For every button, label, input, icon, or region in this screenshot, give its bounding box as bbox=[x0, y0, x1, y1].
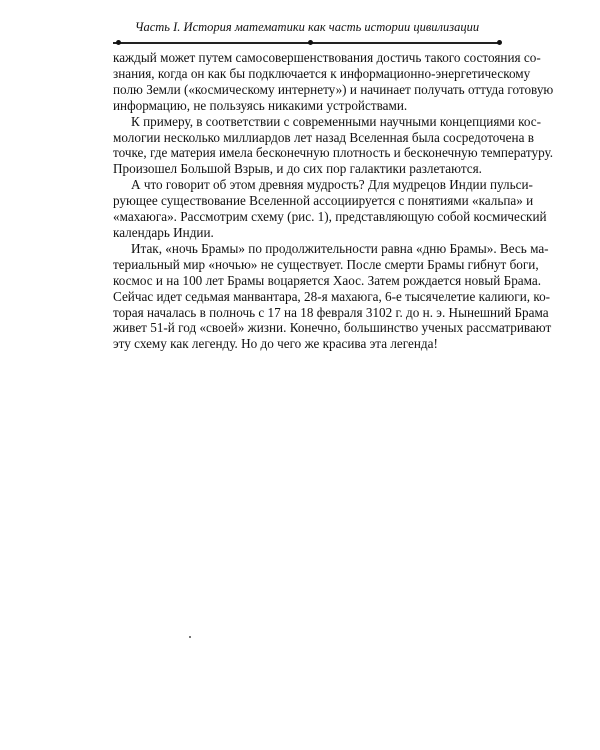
rule-dot bbox=[116, 40, 121, 45]
header-rule bbox=[113, 42, 501, 44]
text-line: точке, где материя имела бесконечную плотность и бесконечную температуру. bbox=[113, 145, 554, 161]
text-line: календарь Индии. bbox=[113, 224, 214, 240]
rule-dot bbox=[308, 40, 313, 45]
text-line: космос и на 100 лет Брамы воцаряется Хаос. Затем рождается новый Брама. bbox=[113, 272, 542, 288]
text-line: «махаюга». Рассмотрим схему (рис. 1), представляющую собой космический bbox=[113, 209, 547, 225]
text-line: рующее существование Вселенной ассоциируется с понятиями «кальпа» и bbox=[113, 193, 534, 209]
body-text bbox=[113, 50, 554, 352]
scan-speck bbox=[189, 636, 191, 638]
text-line: знания, когда он как бы подключается к информационно-энергетическому bbox=[113, 65, 531, 81]
text-line: А что говорит об этом древняя мудрость? Для мудрецов Индии пульси- bbox=[131, 177, 533, 193]
text-line: каждый может путем самосовершенствования достичь такого состояния со- bbox=[113, 50, 541, 65]
text-line: торая началась в полночь с 17 на 18 февраля 3102 г. до н. э. Нынешний Брама bbox=[113, 304, 549, 320]
text-line: Сейчас идет седьмая манвантара, 28-я махаюга, 6-е тысячелетие калиюги, ко- bbox=[113, 288, 551, 304]
rule-dot bbox=[497, 40, 502, 45]
text-line: полю Земли («космическому интернету») и начинает получать оттуда готовую bbox=[113, 81, 554, 97]
running-header: Часть I. История математики как часть истории цивилизации bbox=[134, 20, 480, 34]
text-line: Произошел Большой Взрыв, и до сих пор галактики разлетаются. bbox=[113, 161, 482, 177]
text-line: К примеру, в соответствии с современными научными концепциями кос- bbox=[131, 113, 541, 129]
text-line: эту схему как легенду. Но до чего же красива эта легенда! bbox=[113, 336, 438, 352]
text-line: териальный мир «ночью» не существует. После смерти Брамы гибнут боги, bbox=[113, 256, 539, 272]
text-line: мологии несколько миллиардов лет назад Вселенная была сосредоточена в bbox=[113, 129, 534, 145]
text-line: Итак, «ночь Брамы» по продолжительности равна «дню Брамы». Весь ма- bbox=[131, 240, 549, 256]
text-line: живет 51-й год «своей» жизни. Конечно, большинство ученых рассматривают bbox=[113, 320, 552, 336]
text-line: информацию, не пользуясь никакими устройствами. bbox=[113, 97, 408, 113]
